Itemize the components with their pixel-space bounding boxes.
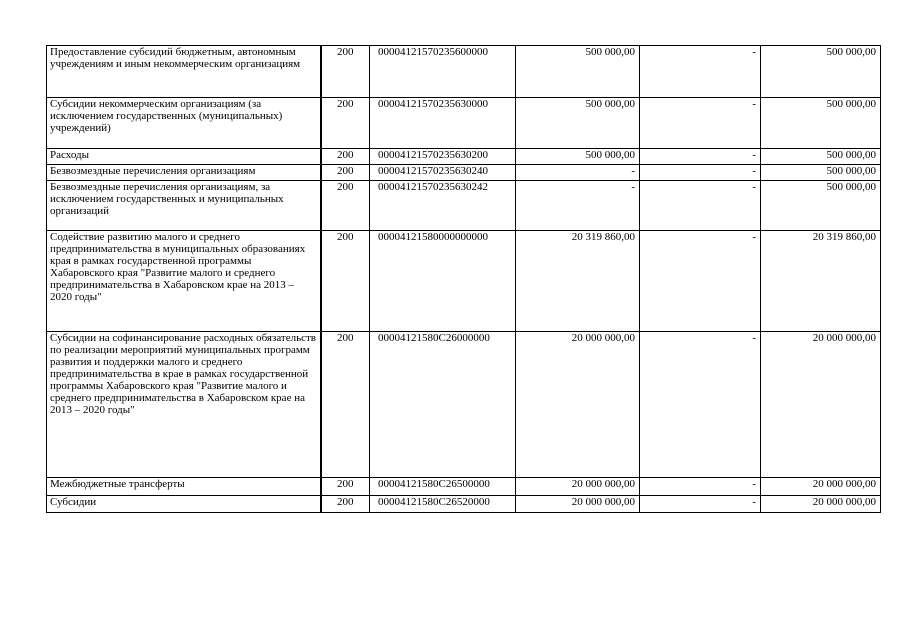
row-executed: - [640, 149, 761, 165]
row-approved: - [516, 165, 640, 181]
row-remaining: 500 000,00 [761, 98, 881, 149]
table-row [47, 478, 881, 496]
row-approved: 20 000 000,00 [516, 332, 640, 478]
row-name: Расходы [47, 149, 321, 165]
row-code: 200 [321, 332, 370, 478]
row-kbk: 00004121570235600000 [370, 46, 516, 98]
row-code: 200 [321, 98, 370, 149]
row-code: 200 [321, 496, 370, 513]
row-executed: - [640, 98, 761, 149]
row-remaining: 20 000 000,00 [761, 332, 881, 478]
table-row [47, 149, 881, 165]
row-approved: 20 000 000,00 [516, 478, 640, 496]
row-approved: - [516, 181, 640, 231]
row-name: Субсидии некоммерческим организациям (за исключением государственных (муниципальных) учреждений) [47, 98, 321, 149]
row-remaining: 20 319 860,00 [761, 231, 881, 332]
row-executed: - [640, 478, 761, 496]
row-approved: 500 000,00 [516, 46, 640, 98]
table-row [47, 98, 881, 149]
row-kbk: 00004121580000000000 [370, 231, 516, 332]
row-executed: - [640, 496, 761, 513]
table-row [47, 181, 881, 231]
row-name: Межбюджетные трансферты [47, 478, 321, 496]
row-code: 200 [321, 149, 370, 165]
row-executed: - [640, 181, 761, 231]
row-name: Содействие развитию малого и среднего предпринимательства в муниципальных образованиях края в рамках государственной программы Хабаровского края "Развитие малого и среднего предпринимательства в Хабаровском крае на 2013 – 2020 годы" [47, 231, 321, 332]
row-kbk: 00004121580C26000000 [370, 332, 516, 478]
row-name: Безвозмездные перечисления организациям, за исключением государственных и муниципальных организаций [47, 181, 321, 231]
row-remaining: 20 000 000,00 [761, 496, 881, 513]
row-remaining: 500 000,00 [761, 165, 881, 181]
table-row [47, 46, 881, 98]
row-kbk: 00004121570235630240 [370, 165, 516, 181]
table-row [47, 496, 881, 513]
row-kbk: 00004121570235630000 [370, 98, 516, 149]
budget-table [46, 45, 881, 513]
table-row [47, 332, 881, 478]
row-remaining: 500 000,00 [761, 181, 881, 231]
row-code: 200 [321, 181, 370, 231]
row-approved: 500 000,00 [516, 98, 640, 149]
row-remaining: 500 000,00 [761, 46, 881, 98]
row-kbk: 00004121580C26520000 [370, 496, 516, 513]
row-kbk: 00004121570235630200 [370, 149, 516, 165]
row-kbk: 00004121570235630242 [370, 181, 516, 231]
row-remaining: 20 000 000,00 [761, 478, 881, 496]
table-row [47, 165, 881, 181]
row-approved: 20 319 860,00 [516, 231, 640, 332]
table-row [47, 231, 881, 332]
row-code: 200 [321, 46, 370, 98]
row-code: 200 [321, 231, 370, 332]
row-executed: - [640, 165, 761, 181]
row-name: Субсидии на софинансирование расходных обязательств по реализации мероприятий муниципальных программ развития и поддержки малого и среднего предпринимательства в крае в рамках государственной программы Хабаровского края "Развитие малого и среднего предпринимательства в Хабаровском крае на 2013 – 2020 годы" [47, 332, 321, 478]
row-remaining: 500 000,00 [761, 149, 881, 165]
row-code: 200 [321, 165, 370, 181]
row-executed: - [640, 231, 761, 332]
row-approved: 500 000,00 [516, 149, 640, 165]
row-kbk: 00004121580C26500000 [370, 478, 516, 496]
row-executed: - [640, 46, 761, 98]
row-code: 200 [321, 478, 370, 496]
row-name: Субсидии [47, 496, 321, 513]
row-executed: - [640, 332, 761, 478]
row-name: Безвозмездные перечисления организациям [47, 165, 321, 181]
row-approved: 20 000 000,00 [516, 496, 640, 513]
row-name: Предоставление субсидий бюджетным, автономным учреждениям и иным некоммерческим организациям [47, 46, 321, 98]
